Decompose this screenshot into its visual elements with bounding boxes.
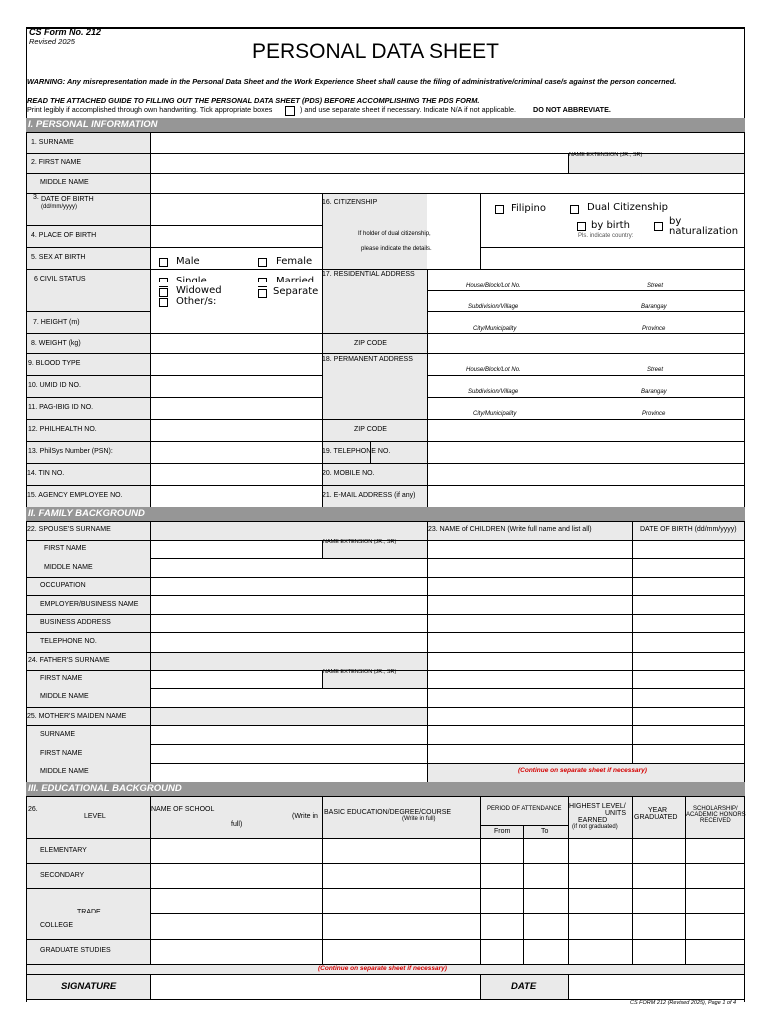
- widowed-label: Widowed: [176, 285, 222, 296]
- edu-degree-sub: (Write in full): [402, 816, 436, 822]
- by-birth-label: by birth: [591, 220, 630, 231]
- label-height: 7. HEIGHT (m): [33, 319, 80, 326]
- section-educational-background-header: III. EDUCATIONAL BACKGROUND: [26, 782, 745, 796]
- perm-city-label: City/Municipality: [473, 411, 517, 417]
- others-checkbox[interactable]: [159, 298, 168, 307]
- father-name-ext-label: NAME EXTENSION (JR., SR): [323, 669, 397, 675]
- edu-num: 26.: [28, 806, 38, 813]
- edu-school-header: NAME OF SCHOOL: [151, 806, 215, 813]
- perm-province-label: Province: [642, 411, 666, 417]
- label-residential-address: 17. RESIDENTIAL ADDRESS: [322, 271, 415, 278]
- label-first-name: 2. FIRST NAME: [31, 159, 82, 166]
- label-mother-first-name: FIRST NAME: [40, 750, 83, 757]
- label-umid: 10. UMID ID NO.: [28, 382, 81, 389]
- edu-level-elementary: ELEMENTARY: [40, 847, 87, 854]
- read-guide-text: READ THE ATTACHED GUIDE TO FILLING OUT THE PERSONAL DATA SHEET (PDS) BEFORE ACCOMPLISHING THE PDS FORM.: [27, 96, 480, 105]
- perm-zip-label: ZIP CODE: [354, 426, 387, 433]
- sample-checkbox: [285, 106, 295, 116]
- naturalization-label: naturalization: [669, 226, 739, 237]
- by-naturalization-checkbox[interactable]: [654, 222, 663, 231]
- edu-to: To: [541, 828, 549, 835]
- label-occupation: OCCUPATION: [40, 582, 86, 589]
- separated-label: Separate: [273, 286, 319, 297]
- label-mother-surname: SURNAME: [40, 731, 76, 738]
- male-checkbox[interactable]: [159, 258, 168, 267]
- filipino-label: Filipino: [511, 203, 546, 214]
- widowed-checkbox[interactable]: [159, 288, 168, 297]
- edu-level-college: COLLEGE: [40, 922, 74, 929]
- label-name-extension: NAME EXTENSION (JR., SR): [569, 152, 643, 158]
- label-blood-type: 9. BLOOD TYPE: [28, 360, 81, 367]
- label-dob-format: (dd/mm/yyyy): [41, 204, 77, 210]
- citizenship-options: [481, 194, 744, 244]
- female-label: Female: [276, 256, 313, 267]
- edu-highest-1: HIGHEST LEVEL/: [569, 803, 626, 810]
- dual-note-2: please indicate the details.: [361, 246, 432, 252]
- edu-schol-1: SCHOLARSHIP/: [693, 806, 738, 812]
- page-footer: CS FORM 212 (Revised 2025), Page 1 of 4: [630, 1000, 737, 1006]
- label-mother-maiden-name: 25. MOTHER'S MAIDEN NAME: [27, 713, 127, 720]
- label-spouse-middle-name: MIDDLE NAME: [44, 564, 93, 571]
- print-legibly-text-2: ) and use separate sheet if necessary. Indicate N/A if not applicable.: [300, 105, 517, 114]
- res-subdivision-label: Subdivision/Village: [468, 304, 519, 310]
- edu-year-1: YEAR: [648, 807, 668, 814]
- res-street-label: Street: [647, 283, 664, 289]
- edu-full: full): [231, 821, 243, 828]
- edu-schol-2: ACADEMIC HONORS: [686, 812, 746, 818]
- label-business-address: BUSINESS ADDRESS: [40, 619, 111, 626]
- edu-period-header: PERIOD OF ATTENDANCE: [487, 806, 562, 812]
- res-province-label: Province: [642, 326, 666, 332]
- label-surname: 1. SURNAME: [31, 139, 74, 146]
- edu-continue-note: (Continue on separate sheet if necessary): [318, 965, 447, 972]
- edu-schol-3: RECEIVED: [700, 818, 731, 824]
- edu-highest-3: EARNED: [578, 817, 608, 824]
- label-tin: 14. TIN NO.: [27, 470, 65, 477]
- label-permanent-address: 18. PERMANENT ADDRESS: [322, 356, 413, 363]
- spouse-name-ext-label: NAME EXTENSION (JR., SR): [323, 539, 397, 545]
- signature-label: SIGNATURE: [61, 981, 117, 992]
- label-father-middle-name: MIDDLE NAME: [40, 693, 89, 700]
- edu-from: From: [494, 828, 511, 835]
- label-philsys: 13. PhilSys Number (PSN):: [28, 448, 113, 455]
- label-philhealth: 12. PHILHEALTH NO.: [28, 426, 97, 433]
- perm-barangay-label: Barangay: [641, 389, 667, 395]
- others-label: Other/s:: [176, 296, 217, 307]
- female-checkbox[interactable]: [258, 258, 267, 267]
- date-field[interactable]: [569, 975, 744, 999]
- label-weight: 8. WEIGHT (kg): [31, 340, 81, 347]
- label-telephone: 19. TELEPHONE NO.: [322, 448, 391, 455]
- by-label: by: [669, 216, 682, 227]
- edu-level-secondary: SECONDARY: [40, 872, 85, 879]
- section-family-background-header: II. FAMILY BACKGROUND: [26, 507, 745, 521]
- label-children: 23. NAME of CHILDREN (Write full name and list all): [428, 526, 592, 533]
- label-column-mid: [322, 193, 427, 507]
- form-border-top: [26, 27, 745, 29]
- edu-highest-2: UNITS: [605, 810, 626, 817]
- label-spouse-first-name: FIRST NAME: [44, 545, 87, 552]
- edu-level-header: LEVEL: [84, 813, 106, 820]
- label-father-surname: 24. FATHER'S SURNAME: [28, 657, 110, 664]
- filipino-checkbox[interactable]: [495, 205, 504, 214]
- label-date-of-birth: DATE OF BIRTH: [41, 196, 94, 203]
- print-legibly-text: Print legibly if accomplished through own handwriting. Tick appropriate boxes: [27, 105, 273, 114]
- section-personal-info-header: I. PERSONAL INFORMATION: [26, 118, 745, 132]
- edu-degree-header: BASIC EDUCATION/DEGREE/COURSE: [324, 809, 452, 816]
- label-sex-at-birth: 5. SEX AT BIRTH: [31, 254, 86, 261]
- perm-house-label: House/Block/Lot No.: [466, 367, 521, 373]
- dual-note-1: If holder of dual citizenship,: [358, 231, 431, 237]
- label-civil-status: 6 CIVIL STATUS: [34, 276, 86, 283]
- perm-street-label: Street: [647, 367, 664, 373]
- label-citizenship: 16. CITIZENSHIP: [322, 199, 378, 206]
- res-barangay-label: Barangay: [641, 304, 667, 310]
- edu-write-in: (Write in: [292, 813, 318, 820]
- edu-year-2: GRADUATED: [634, 814, 678, 821]
- label-email: 21. E-MAIL ADDRESS (if any): [322, 492, 416, 499]
- by-birth-checkbox[interactable]: [577, 222, 586, 231]
- male-label: Male: [176, 256, 200, 267]
- edu-highest-4: (if not graduated): [572, 824, 618, 830]
- edu-level-graduate: GRADUATE STUDIES: [40, 947, 111, 954]
- edu-trade-clip: [75, 909, 115, 913]
- dual-citizenship-label: Dual Citizenship: [587, 202, 668, 213]
- label-pagibig: 11. PAG-IBIG ID NO.: [28, 404, 94, 411]
- civil-status-options: [151, 270, 321, 311]
- res-house-label: House/Block/Lot No.: [466, 283, 521, 289]
- edu-level-trade: TRADE: [77, 909, 101, 913]
- page-title: PERSONAL DATA SHEET: [252, 40, 500, 63]
- label-middle-name: MIDDLE NAME: [40, 179, 89, 186]
- label-employer: EMPLOYER/BUSINESS NAME: [40, 601, 139, 608]
- label-children-dob: DATE OF BIRTH (dd/mm/yyyy): [640, 526, 737, 533]
- label-spouse-telephone: TELEPHONE NO.: [40, 638, 97, 645]
- res-zip-label: ZIP CODE: [354, 340, 387, 347]
- warning-text: WARNING: Any misrepresentation made in the Personal Data Sheet and the Work Experience Sheet shall cause the filing of administrative/criminal case/s against the person concerned.: [27, 77, 677, 86]
- label-place-of-birth: 4. PLACE OF BIRTH: [31, 232, 97, 239]
- form-revised: Revised 2025: [29, 37, 75, 46]
- label-spouse-surname: 22. SPOUSE'S SURNAME: [27, 526, 111, 533]
- perm-subdivision-label: Subdivision/Village: [468, 389, 519, 395]
- label-mother-middle-name: MIDDLE NAME: [40, 768, 89, 775]
- label-agency-employee: 15. AGENCY EMPLOYEE NO.: [27, 492, 123, 499]
- signature-field[interactable]: [151, 975, 479, 999]
- do-not-abbreviate: DO NOT ABBREVIATE.: [533, 105, 611, 114]
- dual-citizenship-checkbox[interactable]: [570, 205, 579, 214]
- family-continue-note: (Continue on separate sheet if necessary): [518, 767, 647, 774]
- edu-level-column: [27, 838, 150, 964]
- label-dob-num: 3.: [33, 194, 39, 201]
- separated-checkbox[interactable]: [258, 289, 267, 298]
- label-mobile: 20. MOBILE NO.: [322, 470, 375, 477]
- date-label: DATE: [511, 981, 537, 992]
- res-city-label: City/Municipality: [473, 326, 517, 332]
- form-number: CS Form No. 212: [29, 27, 102, 37]
- label-father-first-name: FIRST NAME: [40, 675, 83, 682]
- pls-indicate-country: Pls. indicate country:: [578, 233, 634, 239]
